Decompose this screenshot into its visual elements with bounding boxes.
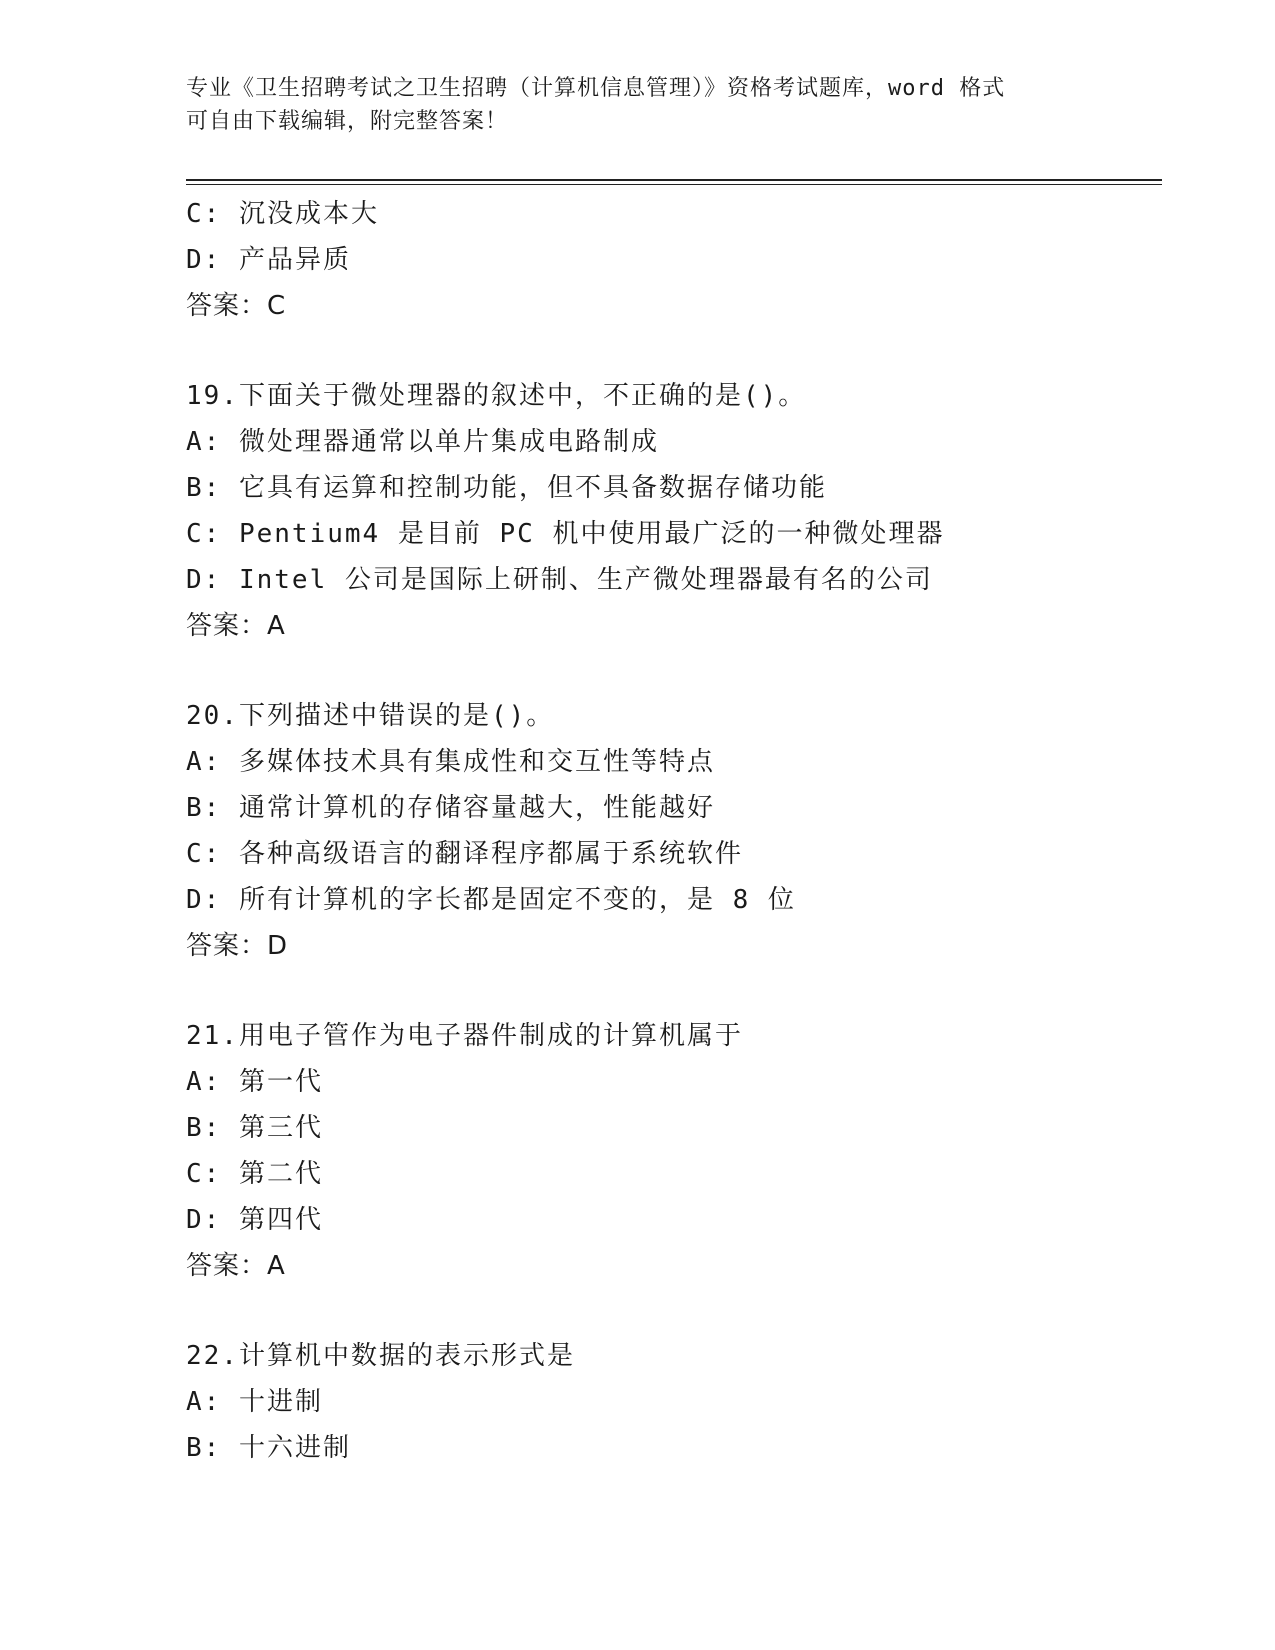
- spacer: [186, 1289, 1146, 1333]
- answer-line: 答案：A: [186, 611, 286, 641]
- header-line-1: 专业《卫生招聘考试之卫生招聘（计算机信息管理）》资格考试题库，word 格式: [186, 76, 1006, 101]
- header-divider: [186, 179, 1162, 185]
- option-b: B: 通常计算机的存储容量越大，性能越好: [186, 793, 715, 823]
- option-a: A: 多媒体技术具有集成性和交互性等特点: [186, 747, 715, 777]
- spacer: [186, 649, 1146, 693]
- option-d: D: Intel 公司是国际上研制、生产微处理器最有名的公司: [186, 565, 933, 595]
- option-d: D: 产品异质: [186, 245, 351, 275]
- option-b: B: 它具有运算和控制功能，但不具备数据存储功能: [186, 473, 827, 503]
- answer-line: 答案：C: [186, 291, 287, 321]
- question-stem: 20.下列描述中错误的是()。: [186, 701, 555, 731]
- question-list: [186, 191, 1146, 1471]
- question-20: [186, 693, 1146, 969]
- question-18-partial: [186, 191, 1146, 329]
- option-d: D: 第四代: [186, 1205, 323, 1235]
- option-a: A: 微处理器通常以单片集成电路制成: [186, 427, 659, 457]
- option-c: C: 各种高级语言的翻译程序都属于系统软件: [186, 839, 743, 869]
- option-c: C: Pentium4 是目前 PC 机中使用最广泛的一种微处理器: [186, 519, 945, 549]
- header-line-2: 可自由下载编辑，附完整答案！: [186, 109, 509, 134]
- question-21: [186, 1013, 1146, 1289]
- option-d: D: 所有计算机的字长都是固定不变的，是 8 位: [186, 885, 796, 915]
- answer-line: 答案：A: [186, 1251, 286, 1281]
- option-a: A: 第一代: [186, 1067, 323, 1097]
- question-19: [186, 373, 1146, 649]
- document-header: [186, 72, 1086, 138]
- question-stem: 19.下面关于微处理器的叙述中，不正确的是()。: [186, 381, 807, 411]
- question-stem: 22.计算机中数据的表示形式是: [186, 1341, 575, 1371]
- spacer: [186, 329, 1146, 373]
- option-c: C: 沉没成本大: [186, 199, 379, 229]
- option-c: C: 第二代: [186, 1159, 323, 1189]
- question-22: [186, 1333, 1146, 1471]
- option-a: A: 十进制: [186, 1387, 323, 1417]
- question-stem: 21.用电子管作为电子器件制成的计算机属于: [186, 1021, 743, 1051]
- option-b: B: 第三代: [186, 1113, 323, 1143]
- spacer: [186, 969, 1146, 1013]
- option-b: B: 十六进制: [186, 1433, 351, 1463]
- answer-line: 答案：D: [186, 931, 289, 961]
